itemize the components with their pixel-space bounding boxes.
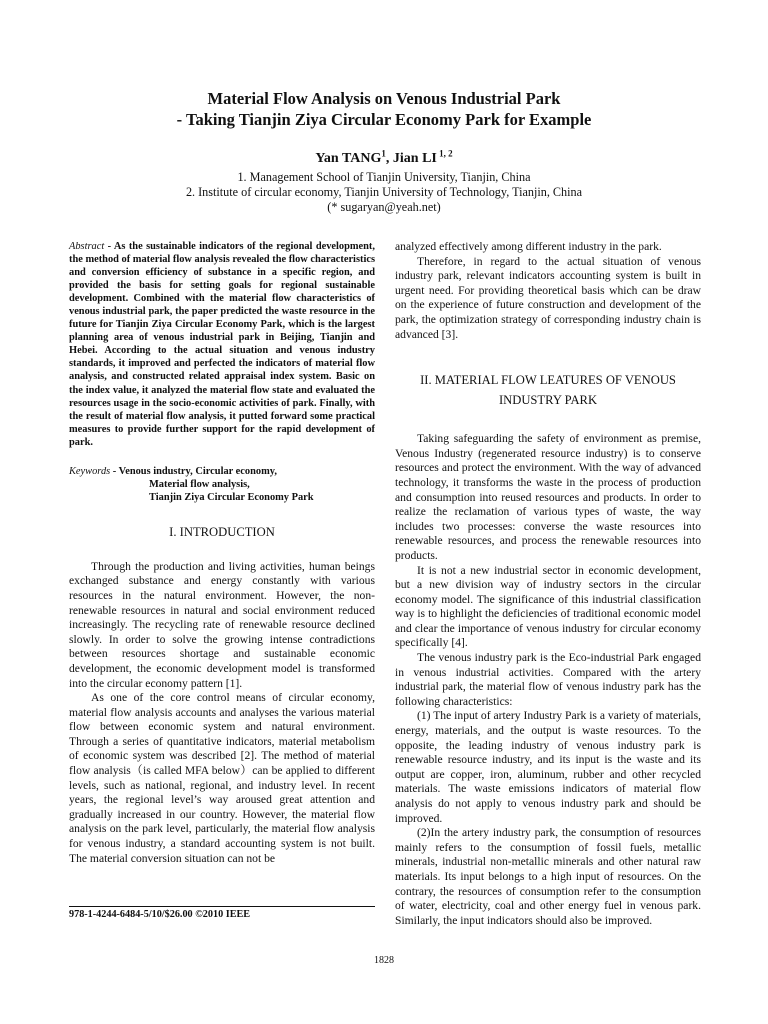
therefore-paragraph: Therefore, in regard to the actual situation of venous industry park, relevant indicators accounting system is built in urgent need. For providing theoretical basis which can be draw on the experience of future construction and development of the park, the optimization strategy of corresponding industry chain is advanced [3]. [395,254,701,341]
author-email: (* sugaryan@yeah.net) [327,200,441,214]
author-2-affil: 1, 2 [436,148,453,159]
affiliation-1: 1. Management School of Tianjin University, Tianjin, China [237,170,531,184]
section2-heading-line1: II. MATERIAL FLOW LEATURES OF VENOUS [420,373,676,388]
right-column [395,240,701,928]
intro-paragraph-2: As one of the core control means of circular economy, material flow analysis accounts and analyses the various material flow between economic system and natural environment. Through a series of quantitative indicators, material metabolism of economic system was described [2]. The method of material flow analysis（is called MFA below）can be applied to different levels, such as national, regional, and industry level. In recent years, the regional level’s way aroused great attention and gradually increased in our country. However, the material flow analysis on the park level, particularly, the material flow analysis for venous industry, a standard accounting system is not built. The material conversion situation can not be [69,691,375,865]
keywords-line1: - Venous industry, Circular economy, [110,465,277,477]
paper-title-line1: Material Flow Analysis on Venous Industrial Park [207,89,561,108]
abstract [69,240,375,449]
section2-paragraph-2: It is not a new industrial sector in economic development, but a new division way of industry sectors in the circular economy model. The significance of this industrial classification way is to highlight the deficiencies of traditional economic model and clear the importance of venous industry for circular economy specifically [4]. [395,563,701,650]
author-separator: , [385,151,393,166]
section2-paragraph-5: (2)In the artery industry park, the consumption of resources mainly refers to the consumption of fossil fuels, metallic minerals, industrial non-metallic minerals and other natural raw materials. Its input belongs to a high input of resources. On the contrary, the resources of consumption refer to the consumption of water, electricity, coal and other energy fuel in venous park. Similarly, the input indicators should also be improved. [395,826,701,927]
intro-paragraph-1: Through the production and living activities, human beings exchanged substance and energy constantly with various resources in the natural environment. However, the non-renewable resources in natural and social environment reduced increasingly. The recycling rate of renewable resource declined slowly. In order to solve the growing intense contradictions between resources shortage and sustainable economic development, the economic development model is transformed into the circular economy pattern [1]. [69,559,375,690]
abstract-label: Abstract [69,241,105,252]
paper-title-line2: - Taking Tianjin Ziya Circular Economy Park for Example [176,110,592,129]
author-2: Jian LI [392,151,437,166]
section2-heading-line2: INDUSTRY PARK [498,393,598,408]
author-1-affil: 1 [381,148,386,159]
left-column [69,240,375,866]
section2-paragraph-4: (1) The input of artery Industry Park is a variety of materials, energy, materials, and the output is waste resources. To the opposite, the leading industry of venous industry park is renewable resource industry, and its input is the waste and its output are copper, iron, aluminum, rubber and other recycled materials. The waste emissions indicators of material flow analysis do not apply to venous industry park and should be improved. [395,709,701,825]
page-number: 1828 [374,955,394,966]
keywords-line3: Tianjin Ziya Circular Economy Park [149,491,314,503]
section2-heading [395,370,701,410]
section2-paragraph-1: Taking safeguarding the safety of environment as premise, Venous Industry (regenerated resource industry) is to conserve resources and protect the environment. With the way of advanced technology, it transforms the waste in the process of production and consumption into reused resources and products. In order to realize the reclamation of various types of waste, the way includes two processes: converse the waste resources into renewable resources, and process the renewable resources into products. [395,432,701,562]
keywords [69,465,375,504]
abstract-text: - As the sustainable indicators of the regional development, the method of material flow analysis revealed the flow characteristics and conversion efficiency of substance in a specific region, and provided the basis for setting goals for regional sustainable development. Combined with the material flow characteristics of venous industrial park, the paper predicted the waste resource in the future for Tianjin Ziya Circular Economy Park, which is the largest planning area of venous industrial park in Beijing, Tianjin and Hebei. According to the actual situation and venous industry standards, it improved and perfected the indicators of material flow analysis, and constructed related appraisal index system. Basic on the index value, it analyzed the material flow state and evaluated the resources usage in the socio-economic activities of park. Finally, with the result of material flow analysis, it putted forward some practical measures to provide further support for the rapid development of park. [69,241,375,448]
keywords-line2: Material flow analysis, [149,478,250,490]
section1-heading: I. INTRODUCTION [169,524,275,539]
affiliation-2: 2. Institute of circular economy, Tianjin University of Technology, Tianjin, China [185,185,583,199]
author-list [60,148,708,167]
keywords-label: Keywords [69,465,111,477]
author-1: Yan TANG [315,151,382,166]
section2-paragraph-3: The venous industry park is the Eco-industrial Park engaged in venous industrial activities. Compared with the artery industrial park, the material flow of venous industry park has the following characteristics: [395,651,701,708]
continued-text: analyzed effectively among different industry in the park. [395,240,662,253]
copyright-footnote: 978-1-4244-6484-5/10/$26.00 ©2010 IEEE [69,906,375,920]
